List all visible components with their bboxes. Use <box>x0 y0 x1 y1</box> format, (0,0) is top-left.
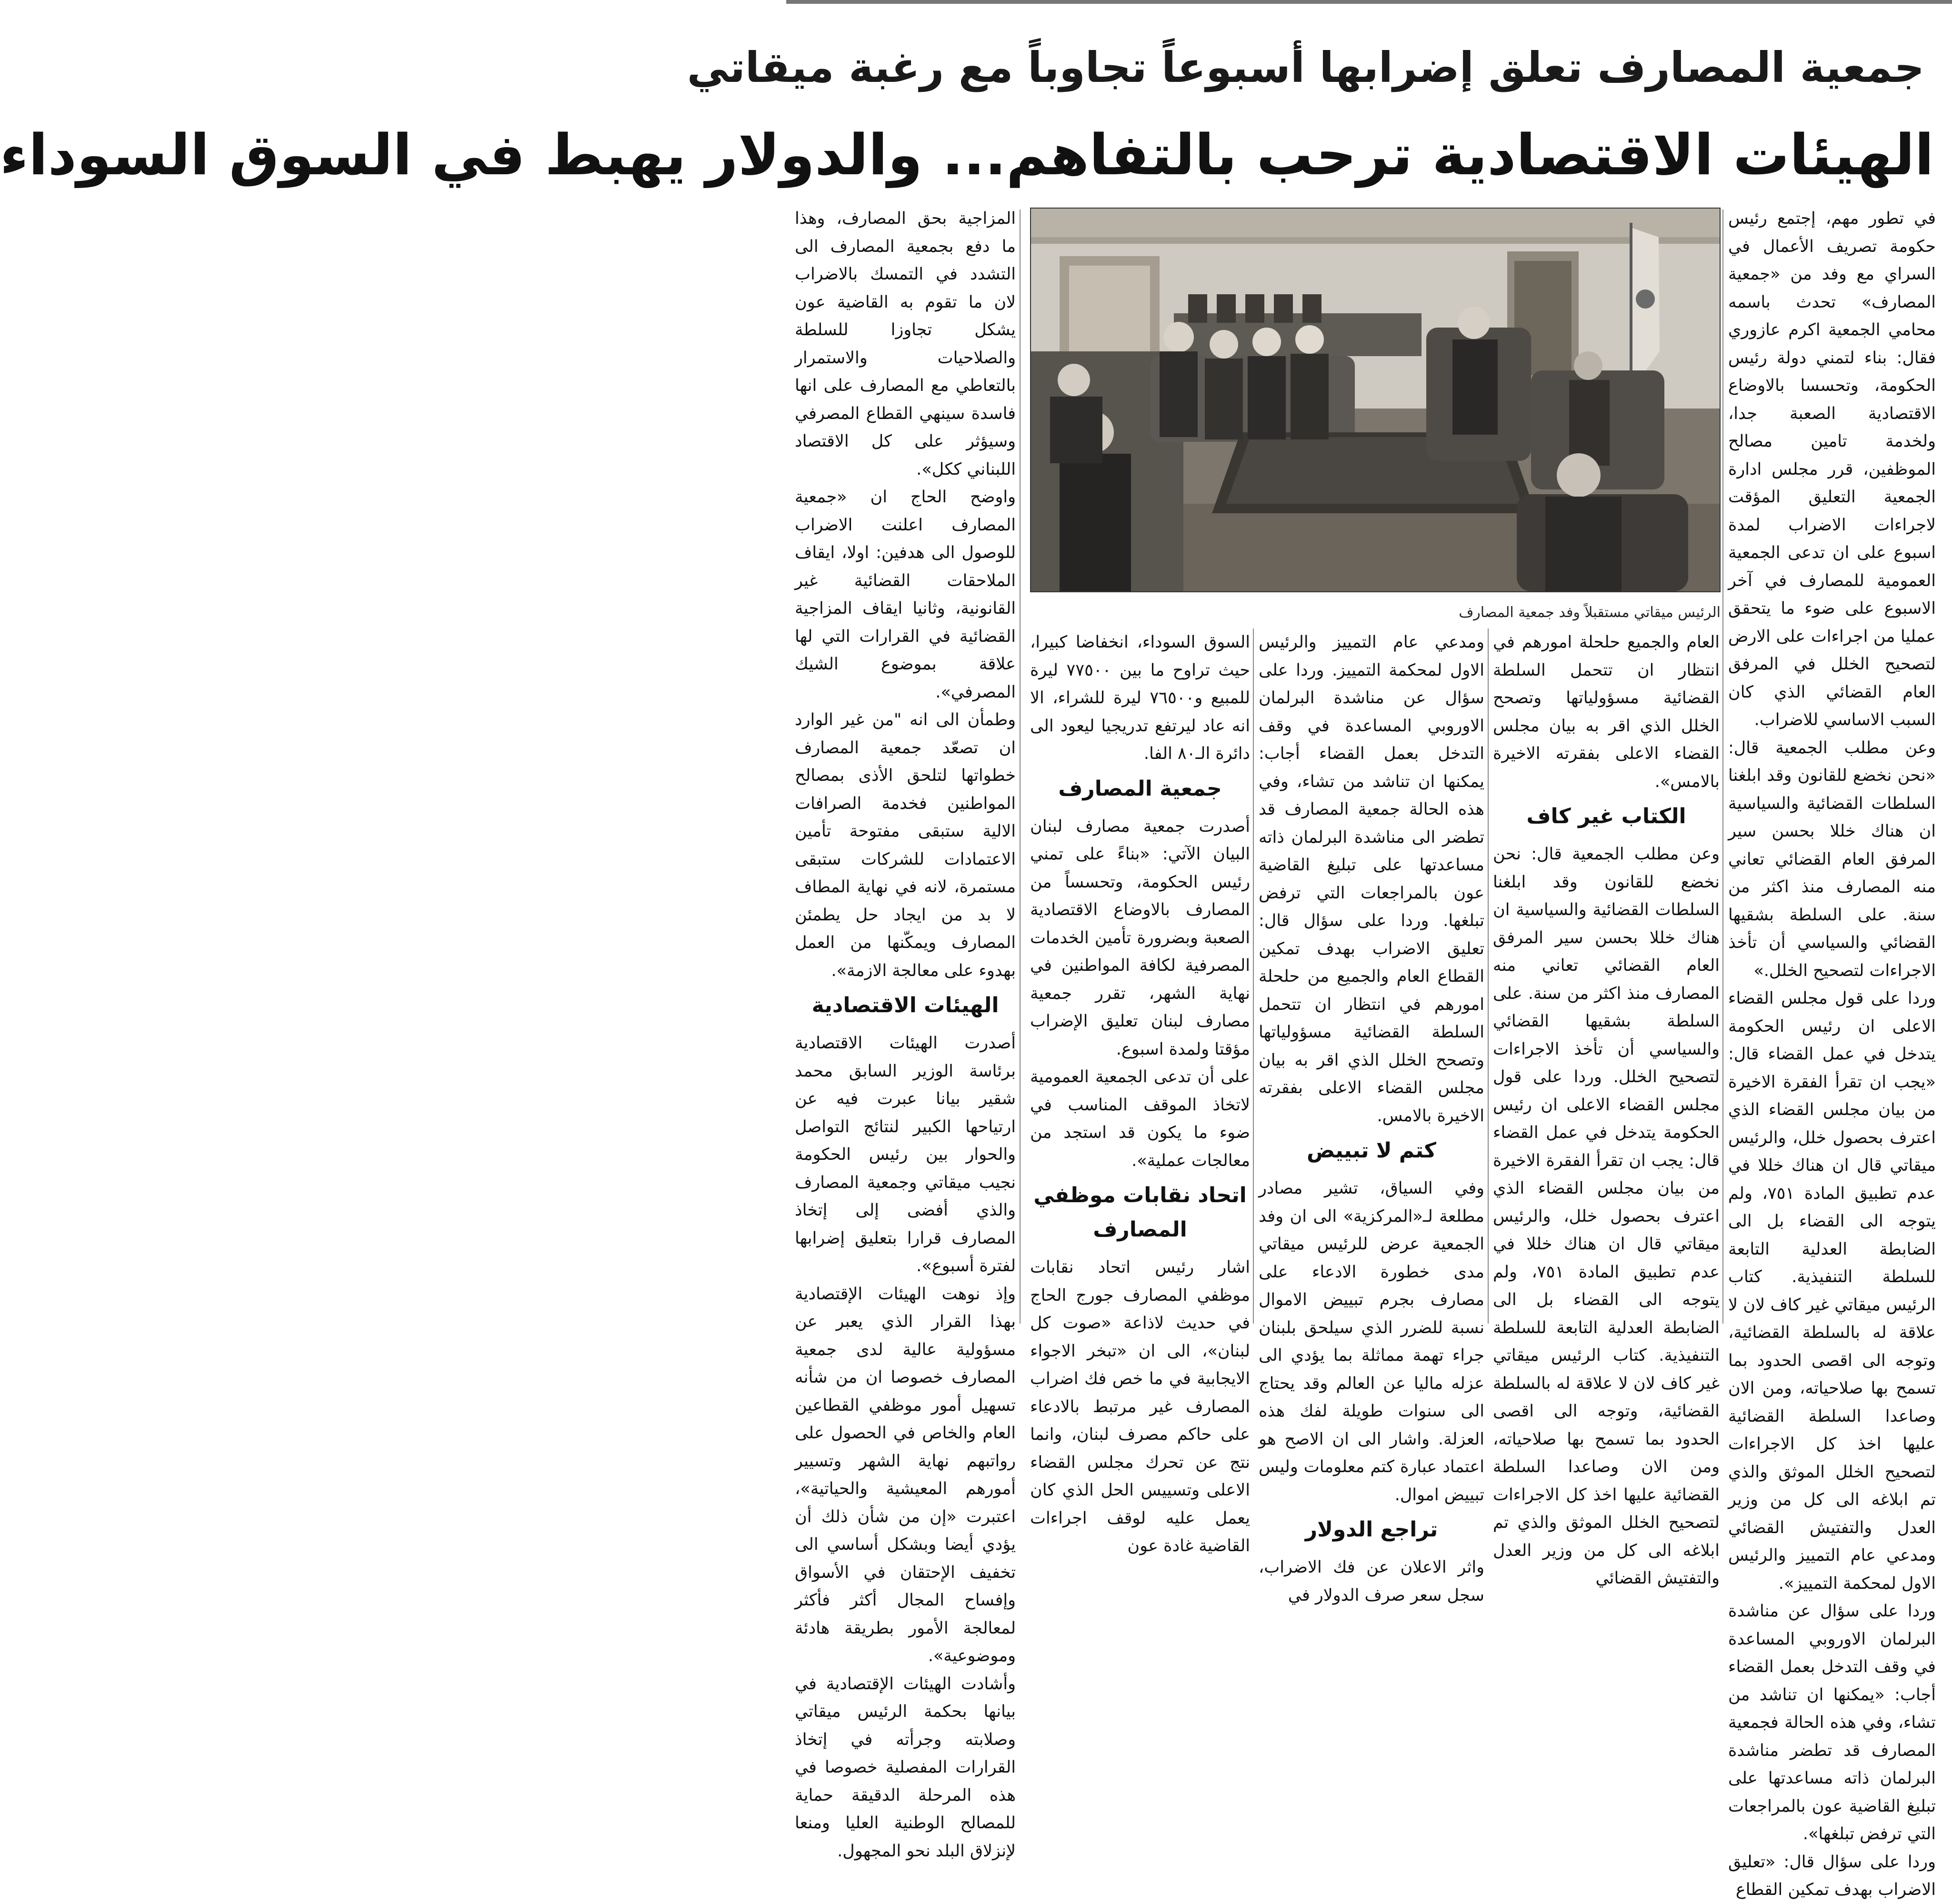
paragraph: على أن تدعى الجمعية العمومية لاتخاذ الموقف المناسب في ضوء ما يكون قد استجد من معالجات عملية». <box>1030 1067 1250 1170</box>
paragraph: السوق السوداء، انخفاضا كبيرا، حيث تراوح ما بين ٧٧٥٠٠ ليرة للمبيع و٧٦٥٠٠ ليرة للشراء، الا انه عاد ليرتفع تدريجيا ليعود الى دائرة الـ٨٠ الفا. <box>1030 633 1251 763</box>
section-subheading: كتم لا تبييض <box>1307 1138 1436 1163</box>
column-5 <box>795 205 1016 1861</box>
column-rule <box>1722 209 1723 1324</box>
paragraph: وردا على قول مجلس القضاء الاعلى ان رئيس الحكومة يتدخل في عمل القضاء قال: «يجب ان تقرأ الفقرة الاخيرة من بيان مجلس القضاء الذي اعترف بحصول خلل، والرئيس ميقاتي قال ان هناك خللا في عدم تطبيق المادة ٧٥١، ولم يتوجه الى القضاء بل الى الضابطة العدلية التابعة للسلطة التنفيذية. كتاب الرئيس ميقاتي غير كاف لان لا علاقة له بالسلطة القضائية، وتوجه الى اقصى الحدود بما تسمح بها صلاحياته، ومن الان وصاعدا السلطة القضائية عليها اخذ كل الاجراءات لتصحيح الخلل الموثق والذي تم ابلاغه الى كل من وزير العدل والتفتيش القضائي ومدعي عام التمييز والرئيس الاول لمحكمة التمييز». <box>1728 989 1936 1593</box>
paragraph: وطمأن الى انه "من غير الوارد ان تصعّد جمعية المصارف خطواتها لتلحق الأذى بمصالح المواطنين فخدمة الصرافات الالية ستبقى مفتوحة تأمين الاعتمادات للشركات ستبقى مستمرة، لانه في نهاية المطاف لا بد من ايجاد حل يطمئن المصارف ويمكّنها من العمل بهدوء على معالجة الازمة». <box>795 710 1016 980</box>
meeting-photo-illustration <box>1031 209 1720 591</box>
paragraph: وفي السياق، تشير مصادر مطلعة لـ«المركزية» الى ان وفد الجمعية عرض للرئيس ميقاتي مدى خطورة الادعاء على مصارف بجرم تبييض الاموال نسبة للضرر الذي سيلحق بلبنان جراء تهمة مماثلة بما يؤدي الى عزله ماليا عن العالم وقد يحتاج الى سنوات طويلة لفك هذه العزلة. واشار الى ان الاصح هو اعتماد عبارة كتم معلومات وليس تبييض اموال. <box>1259 1179 1484 1505</box>
column-3 <box>1259 628 1484 1605</box>
column-2 <box>1493 628 1720 1588</box>
section-subheading: الكتاب غير كاف <box>1526 804 1686 828</box>
paragraph: وردا على سؤال قال: «تعليق الاضراب بهدف تمكين القطاع <box>1728 1852 1936 1899</box>
paragraph: أصدرت الهيئات الاقتصادية برئاسة الوزير السابق محمد شقير بيانا عبرت فيه عن ارتياحها الكبير لنتائج التواصل والحوار بين رئيس الحكومة نجيب ميقاتي وجمعية المصارف والذي أفضى إلى إتخاذ المصارف قرارا بتعليق إضرابها لفترة أسبوع». <box>795 1034 1016 1276</box>
section-subheading: تراجع الدولار <box>1305 1517 1438 1542</box>
paragraph: واثر الاعلان عن فك الاضراب، سجل سعر صرف الدولار في <box>1259 1558 1484 1605</box>
column-rule <box>1253 628 1254 1324</box>
section-subheading: جمعية المصارف <box>1058 776 1222 801</box>
paragraph: وعن مطلب الجمعية قال: نحن نخضع للقانون وقد ابلغنا السلطات القضائية والسياسية ان هناك خللا بحسن سير المرفق العام القضائي تعاني منه المصارف منذ اكثر من سنة. على السلطة بشقيها القضائي والسياسي أن تأخذ الاجراءات لتصحيح الخلل. وردا على قول مجلس القضاء الاعلى ان رئيس الحكومة يتدخل في عمل القضاء قال: يجب ان تقرأ الفقرة الاخيرة من بيان مجلس القضاء الذي اعترف بحصول خلل، والرئيس ميقاتي قال ان هناك خللا في عدم تطبيق المادة ٧٥١، ولم يتوجه الى القضاء بل الى الضابطة العدلية التابعة للسلطة التنفيذية. كتاب الرئيس ميقاتي غير كاف لان لا علاقة له بالسلطة القضائية، وتوجه الى اقصى الحدود بما تسمح بها صلاحياته، ومن الان وصاعدا السلطة القضائية عليها اخذ كل الاجراءات لتصحيح الخلل الموثق والذي تم ابلاغه الى كل من وزير العدل والتفتيش القضائي <box>1493 845 1720 1588</box>
paragraph: في تطور مهم، إجتمع رئيس حكومة تصريف الأعمال في السراي مع وفد من «جمعية المصارف» تحدث باسمه محامي الجمعية اكرم عازوري فقال: بناء لتمني دولة رئيس الحكومة، وتحسسا بالاوضاع الاقتصادية الصعبة جدا، ولخدمة تامين مصالح الموظفين، قرر مجلس ادارة الجمعية التعليق المؤقت لاجراءات الاضراب لمدة اسبوع على ان تدعى الجمعية العمومية للمصارف في آخر الاسبوع على ضوء ما يتحقق عمليا من اجراءات على الارض لتصحيح الخلل في المرفق العام القضائي الذي كان السبب الاساسي للاضراب. <box>1728 209 1936 729</box>
paragraph: وعن مطلب الجمعية قال: «نحن نخضع للقانون وقد ابلغنا السلطات القضائية والسياسية ان هناك خللا بحسن سير المرفق العام القضائي تعاني منه المصارف منذ اكثر من سنة. على السلطة بشقيها القضائي والسياسي أن تأخذ الاجراءات لتصحيح الخلل.» <box>1728 738 1936 980</box>
paragraph: المزاجية بحق المصارف، وهذا ما دفع بجمعية المصارف الى التشدد في التمسك بالاضراب لان ما تقوم به القاضية عون يشكل تجاوزا للسلطة والصلاحيات والاستمرار بالتعاطي مع المصارف على انها فاسدة سينهي القطاع المصرفي وسيؤثر على كل الاقتصاد اللبناني ككل». <box>795 209 1016 479</box>
paragraph: ومدعي عام التمييز والرئيس الاول لمحكمة التمييز. وردا على سؤال عن مناشدة البرلمان الاوروبي المساعدة في وقف التدخل بعمل القضاء أجاب: يمكنها ان تناشد من تشاء، وفي هذه الحالة جمعية المصارف قد تطضر الى مناشدة البرلمان ذاته مساعدتها على تبليغ القاضية عون بالمراجعات التي ترفض تبلغها. وردا على سؤال قال: تعليق الاضراب بهدف تمكين القطاع العام والجميع من حلحلة امورهم في انتظار ان تتحمل السلطة القضائية مسؤولياتها وتصحح الخلل الذي اقر به بيان مجلس القضاء الاعلى بفقرته الاخيرة بالامس. <box>1259 633 1484 1126</box>
column-rule <box>1020 209 1021 1324</box>
paragraph: وإذ نوهت الهيئات الإقتصادية بهذا القرار الذي يعبر عن مسؤولية عالية لدى جمعية المصارف خصوصا ان من شأنه تسهيل أمور موظفي القطاعين العام والخاص في الحصول على رواتبهم نهاية الشهر وتسيير أمورهم المعيشية والحياتية»، اعتبرت «إن من شأن ذلك أن يؤدي أيضا وبشكل أساسي الى تخفيف الإحتقان في الأسواق وإفساح المجال أكثر فأكثر لمعالجة الأمور بطريقة هادئة وموضوعية». <box>795 1284 1016 1665</box>
paragraph: العام والجميع حلحلة امورهم في انتظار ان تتحمل السلطة القضائية مسؤولياتها وتصحح الخلل الذي اقر به بيان مجلس القضاء الاعلى بفقرته الاخيرة بالامس». <box>1493 633 1720 791</box>
photo-caption: الرئيس ميقاتي مستقبلاً وفد جمعية المصارف <box>1459 604 1721 621</box>
section-subheading: الهيئات الاقتصادية <box>811 993 999 1017</box>
paragraph: وأشادت الهيئات الإقتصادية في بيانها بحكمة الرئيس ميقاتي وصلابته وجرأته في إتخاذ القرارات المفصلية خصوصا في هذه المرحلة الدقيقة حماية للمصالح الوطنية العليا ومنعا لإنزلاق البلد نحو المجهول. <box>795 1674 1016 1861</box>
meeting-photo <box>1030 208 1721 592</box>
column-rule <box>1488 628 1489 1324</box>
column-1 <box>1728 205 1936 1899</box>
paragraph: وردا على سؤال عن مناشدة البرلمان الاوروبي المساعدة في وقف التدخل بعمل القضاء أجاب: «يمكنها ان تناشد من تشاء، وفي هذه الحالة فجمعية المصارف قد تطضر مناشدة البرلمان ذاته مساعدتها على تبليغ القاضية عون بالمراجعات التي ترفض تبلغها». <box>1728 1602 1936 1844</box>
section-subheading: اتحاد نقابات موظفي المصارف <box>1033 1183 1247 1242</box>
article-kicker: جمعية المصارف تعلق إضرابها أسبوعاً تجاوباً مع رغبة ميقاتي <box>687 43 1924 92</box>
column-4 <box>1030 628 1251 1555</box>
paragraph: أصدرت جمعية مصارف لبنان البيان الآتي: «بناءً على تمني رئيس الحكومة، وتحسساً من المصارف بالاوضاع الاقتصادية الصعبة وبضرورة تأمين الخدمات المصرفية لكافة المواطنين في نهاية الشهر، تقرر جمعية مصارف لبنان تعليق الإضراب مؤقتا ولمدة اسبوع. <box>1030 817 1250 1059</box>
paragraph: واوضح الحاج ان «جمعية المصارف اعلنت الاضراب للوصول الى هدفين: اولا، ايقاف الملاحقات القضائية غير القانونية، وثانيا ايقاف المزاجية القضائية في القرارات التي لها علاقة بموضوع الشيك المصرفي». <box>795 488 1016 702</box>
top-rule <box>786 0 1952 4</box>
article-headline: الهيئات الاقتصادية ترحب بالتفاهم... والدولار يهبط في السوق السوداء <box>0 122 1934 188</box>
paragraph: اشار رئيس اتحاد نقابات موظفي المصارف جورج الحاج في حديث لاذاعة «صوت كل لبنان»، الى ان «تبخر الاجواء الايجابية في ما خص فك اضراب المصارف غير مرتبط بالادعاء على حاكم مصرف لبنان، وانما نتج عن تحرك مجلس القضاء الاعلى وتسييس الحل الذي كان يعمل عليه لوقف اجراءات القاضية غادة عون <box>1030 1258 1250 1555</box>
